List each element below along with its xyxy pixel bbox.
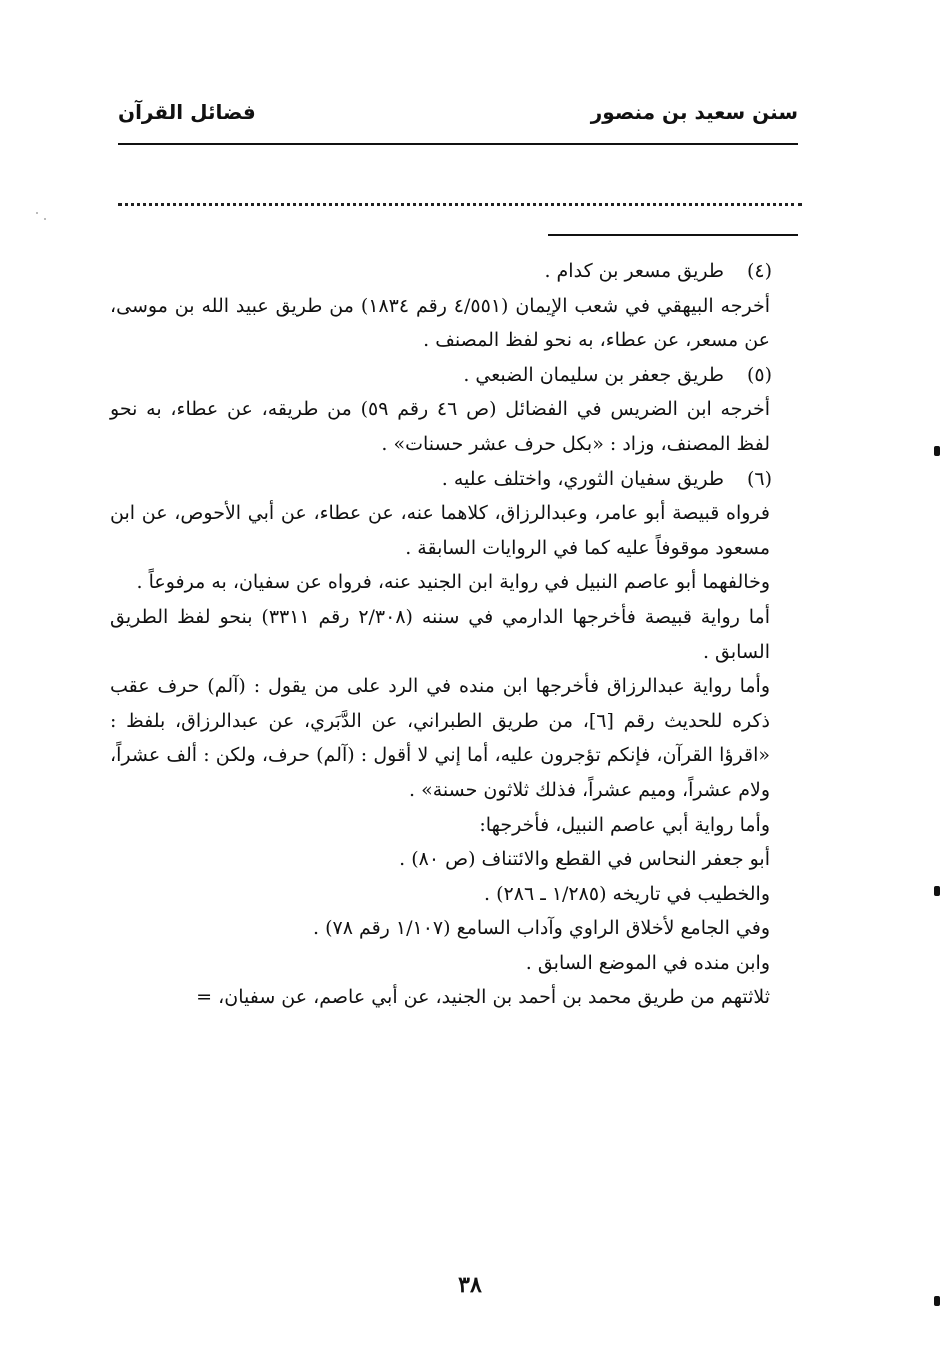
note-paragraph: فرواه قبيصة أبو عامر، وعبدالرزاق، كلاهما عنه، عن عطاء، عن أبي الأحوص، عن ابن مسعود موقوفاً عليه كما في الروايات السابقة . [110,502,770,559]
note-number: (٤) [746,260,772,282]
scan-edge-mark [934,446,940,456]
note-paragraph: وأما رواية عبدالرزاق فأخرجها ابن منده في الرد على من يقول : (آلم) حرف عقب ذكره للحديث رقم [٦]، من طريق الطبراني، عن الدَّبَري، عن عبدالرزاق، بلفظ : «اقرؤا القرآن، فإنكم تؤجرون عليه، أما إني لا أقول : (آلم) حرف، ولكن : ألف عشراً، ولام عشراً، وميم عشراً، فذلك ثلاثون حسنة» . [110,675,771,801]
note-heading-text: طريق مسعر بن كدام . [544,260,724,282]
note-paragraph: أخرجه ابن الضريس في الفضائل (ص ٤٦ رقم ٥٩) من طريقه، عن عطاء، به نحو لفظ المصنف، وزاد : «بكل حرف عشر حسنات» . [110,398,770,455]
footnotes [110,254,770,1015]
note-number: (٥) [746,363,772,386]
scan-speck [44,218,46,220]
note-number: (٦) [746,467,772,490]
book-title: سنن سعيد بن منصور [590,100,798,124]
note-paragraph: أما رواية قبيصة فأخرجها الدارمي في سننه (٢/٣٠٨ رقم ٣٣١١) بنحو لفظ الطريق السابق . [110,605,770,663]
scan-speck [36,212,38,214]
dotted-separator [118,203,802,206]
running-header [118,98,798,134]
note-paragraph: ثلاثتهم من طريق محمد بن أحمد بن الجنيد، عن أبي عاصم، عن سفيان، = [196,986,770,1009]
scan-edge-mark [934,1296,940,1306]
footnote-rule [548,234,798,236]
note-heading [110,358,770,393]
note-paragraph: أبو جعفر النحاس في القطع والائتناف (ص ٨٠) . [399,848,770,871]
note-paragraph: وخالفهما أبو عاصم النبيل في رواية ابن الجنيد عنه، فرواه عن سفيان، به مرفوعاً . [136,571,770,594]
note-heading [110,462,770,497]
page-number: ٣٨ [458,1272,482,1298]
note-paragraph: وفي الجامع لأخلاق الراوي وآداب السامع (١/١٠٧ رقم ٧٨) . [312,917,770,940]
note-paragraph: وأما رواية أبي عاصم النبيل، فأخرجها: [479,813,770,836]
note-paragraph: أخرجه البيهقي في شعب الإيمان (٤/٥٥١ رقم ١٨٣٤) من طريق عبيد الله بن موسى، عن مسعر، عن عطاء، به نحو لفظ المصنف . [110,294,770,352]
header-rule [118,143,798,145]
note-paragraph: وابن منده في الموضع السابق . [525,951,770,974]
note-paragraph: والخطيب في تاريخه (١/٢٨٥ ـ ٢٨٦) . [484,882,770,905]
scan-edge-mark [934,886,940,896]
note-heading [110,254,770,289]
section-title: فضائل القرآن [118,100,256,124]
note-heading-text: طريق سفيان الثوري، واختلف عليه . [441,467,724,490]
note-heading-text: طريق جعفر بن سليمان الضبعي . [463,363,724,386]
